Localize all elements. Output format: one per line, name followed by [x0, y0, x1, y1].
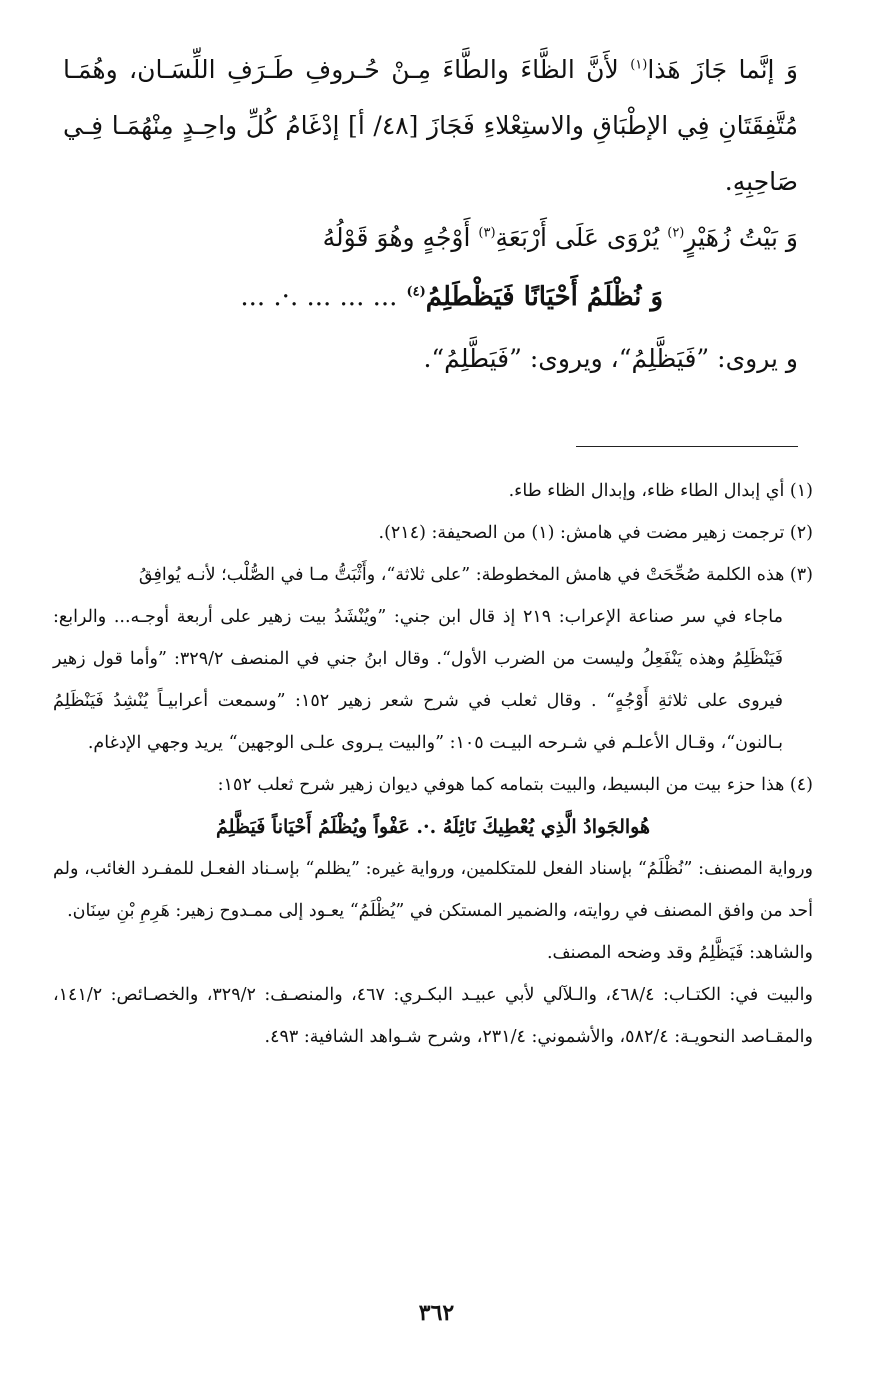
footnote-ref-3[interactable]: (٣): [478, 225, 496, 241]
footnote-divider: [576, 446, 798, 447]
footnote-ref-4[interactable]: (٤): [406, 284, 426, 300]
verse-intro-c: أَوْجُهٍ وهُوَ قَوْلُهُ: [322, 223, 479, 252]
footnote-2: (٢) ترجمت زهير مضت في هامش: (١) من الصحيفة: (٢١٤).: [378, 523, 813, 543]
footnotes: [53, 470, 813, 1058]
paragraph-1: [63, 42, 798, 210]
verse-intro-b: يُرْوَى عَلَى أَرْبَعَةِ: [495, 223, 668, 252]
verse-line: [63, 266, 798, 328]
footnote-ref-1[interactable]: (١): [630, 57, 648, 73]
footnote-4-para3: والبيت في: الكتـاب: ٤٦٨/٤، والـلآلي لأبي عبيـد البكـري: ٤٦٧، والمنصـف: ٣٢٩/٢، والخصـائص: ١٤١/٢، والمقـاصد النحويـة: ٥٨٢/٤، والأشموني: ٢٣١/٤، وشرح شـواهد الشافية: ٤٩٣.: [53, 985, 813, 1047]
footnote-3-cont: ماجاء في سر صناعة الإعراب: ٢١٩ إذ قال ابن جني: ”ويُنْشَدُ بيت زهير على أربعة أوجـه... والرابع: فَيَنْظَلِمُ وهذه يَنْفَعِلُ وليست من الضرب الأول“. وقال ابنُ جني في المنصف ٣٢٩/٢: ”وأما قول زهير فيروى على ثلاثةِ أَوْجُهٍ“ . وقال ثعلب في شرح شعر زهير ١٥٢: ”وسمعت أعرابيـاً يُنْشِدُ فَيَنْظَلِمُ بـالنون“، وقـال الأعلـم في شـرحه البيـت ١٠٥: ”والبيت يـروى علـى الوجهين“ يريد وجهي الإدغام.: [53, 607, 784, 753]
para1-text: وَ إنَّما جَازَ هَذا: [647, 55, 798, 84]
footnote-4: (٤) هذا حزء بيت من البسيط، والبيت بتمامه كما هوفي ديوان زهير شرح ثعلب ١٥٢:: [217, 775, 813, 795]
verse-dots: ... ... ... .·. ...: [240, 282, 398, 312]
footnote-4-para2: والشاهد: فَيَظَّلِمُ وقد وضحه المصنف.: [546, 943, 813, 963]
verse-text: وَ نُظْلَمُ أَحْيَانًا فَيَظْطَلِمُ: [425, 282, 663, 312]
footnote-3-first: (٣) هذه الكلمة صُحِّحَتْ في هامش المخطوطة: ”على ثلاثة“، وأَثْبَتُّ مـا في الصُّلْب؛ لأنـه يُوافِقُ: [138, 565, 813, 585]
riwaya-line: و يروى: ”فَيَظَّلِمُ“، ويروى: ”فَيَطَّلِمُ“.: [423, 344, 798, 373]
footnote-1: (١) أي إبدال الطاء ظاء، وإبدال الظاء طاء.: [508, 481, 813, 501]
footnote-4-para1: ورواية المصنف: ”نُظْلَمُ“ بإسناد الفعل للمتكلمين، ورواية غيره: ”يظلم“ بإسـناد الفعـل للمفـرد الغائب، ولم أحد من وافق المصنف في روايته، والضمير المستكن في ”يُظْلَمُ“ يعـود إلى ممـدوح زهير: هَرِمِ بْنِ سِنَان.: [53, 859, 813, 921]
verse-intro: [63, 210, 798, 266]
footnote-4-verse: هُوالجَوادُ الَّذِي يُعْطِيكَ نَائِلَهُ .·. عَفْواً ويُظْلَمُ أَحْيَاناً فَيَظَّلِمُ: [215, 816, 650, 838]
main-text: [63, 42, 798, 390]
page-number: ٣٦٢: [418, 1300, 455, 1326]
para1-rest: لأَنَّ الظَّاءَ والطَّاءَ مِـنْ حُـروفِ طَـرَفِ اللِّسَـان، وهُمَـا مُتَّفِقَتَانِ فِي الإطْبَاقِ والاستِعْلاءِ فَجَازَ [٤٨/ أ] إدْغَامُ كُلِّ واحِـدٍ مِنْهُمَـا فِـي صَاحِبِهِ.: [63, 55, 798, 196]
verse-intro-a: وَ بَيْتُ زُهَيْرٍ: [684, 223, 798, 252]
footnote-ref-2[interactable]: (٢): [667, 225, 685, 241]
footnote-3: [53, 554, 813, 764]
